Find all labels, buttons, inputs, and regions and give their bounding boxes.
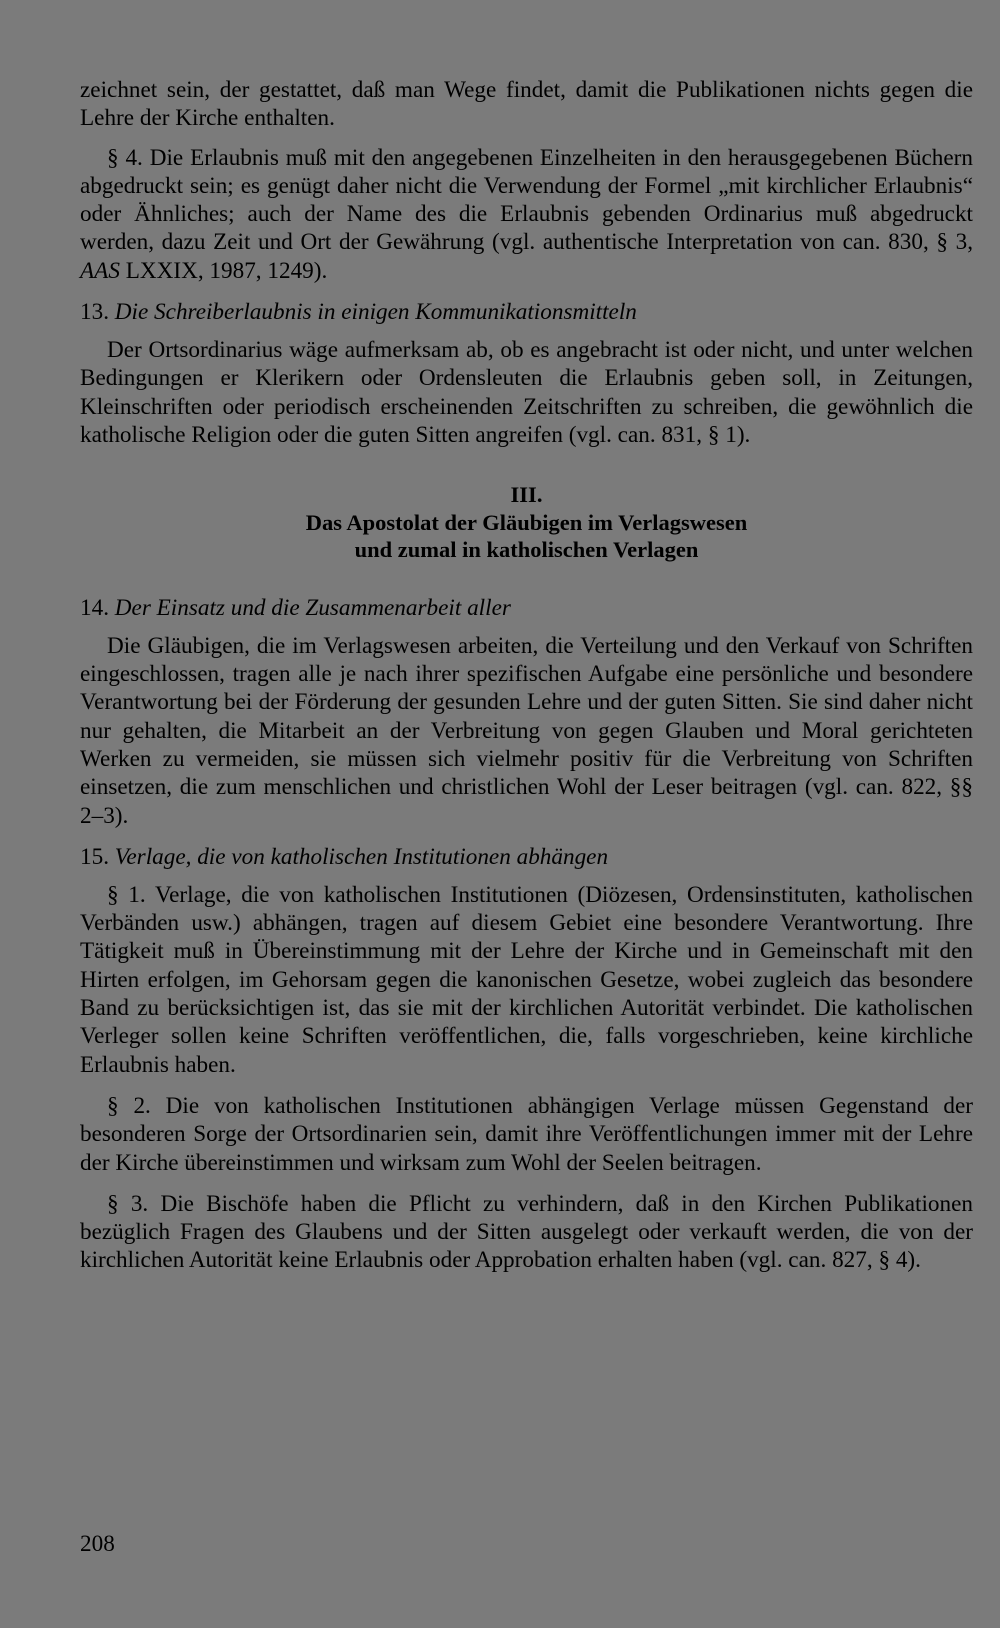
aas-reference: AAS [80,257,120,284]
intro-paragraph: zeichnet sein, der gestattet, daß man Wege findet, damit die Publikationen nichts gegen die Lehre der Kirche enthalten. [80,77,973,132]
part3-heading [80,481,973,564]
section12-paragraph-4-end: LXXIX, 1987, 1249). [119,257,328,284]
section13-number: 13. [80,299,115,326]
section14-paragraph: Die Gläubigen, die im Verlagswesen arbeiten, die Verteilung und den Verkauf von Schriften eingeschlossen, tragen alle je nach ihrer spezifischen Aufgabe eine persönliche und besondere Verantwortung bei der Förderung der gesunden Lehre und der guten Sitten. Sie sind daher nicht nur gehalten, die Mitarbeit an der Verbreitung von gegen Glauben und Moral gerichteten Werken zu vermeiden, sie müssen sich vielmehr positiv für die Verbreitung von Schriften einsetzen, die zum menschlichen und christlichen Wohl der Leser beitragen (vgl. can. 822, §§ 2–3). [80,632,973,829]
part3-title-line1: Das Apostolat der Gläubigen im Verlagswesen [305,509,748,535]
section12-paragraph-4-text: § 4. Die Erlaubnis muß mit den angegebenen Einzelheiten in den herausgegebenen Büchern abgedruckt sein; es genügt daher nicht die Verwendung der Formel „mit kirchlicher Erlaubnis“ oder Ähnliches; auch der Name des die Erlaubnis gebenden Ordinarius muß abgedruckt werden, dazu Zeit und Ort der Gewährung (vgl. authentische Interpretation von can. 830, § 3, [80,144,973,256]
section15-paragraph-3: § 3. Die Bischöfe haben die Pflicht zu verhindern, daß in den Kirchen Publikationen bezüglich Fragen des Glaubens und der Sitten ausgelegt oder verkauft werden, die von der kirchlichen Autorität keine Erlaubnis oder Approbation erhalten haben (vgl. can. 827, § 4). [80,1190,973,1274]
section13-paragraph: Der Ortsordinarius wäge aufmerksam ab, ob es angebracht ist oder nicht, und unter welchen Bedingungen er Klerikern oder Ordensleuten die Erlaubnis geben soll, in Zeitungen, Kleinschriften oder periodisch erscheinenden Zeitschriften zu schreiben, die gewöhnlich die katholische Religion oder die guten Sitten angreifen (vgl. can. 831, § 1). [80,337,973,448]
section15-heading [80,843,973,871]
section13-heading [80,298,973,326]
section13-title: Die Schreiberlaubnis in einigen Kommunikationsmitteln [114,299,637,326]
section15-paragraph-1: § 1. Verlage, die von katholischen Institutionen (Diözesen, Ordensinstituten, katholischen Verbänden usw.) abhängen, tragen auf diesem Gebiet eine besondere Verantwortung. Ihre Tätigkeit muß in Übereinstimmung mit der Lehre der Kirche und in Gemeinschaft mit den Hirten erfolgen, im Gehorsam gegen die kanonischen Gesetze, wobei zugleich das besondere Band zu berücksichtigen ist, das sie mit der kirchlichen Autorität verbindet. Die katholischen Verleger sollen keine Schriften veröffentlichen, die, falls vorgeschrieben, keine kirchliche Erlaubnis haben. [80,881,973,1078]
document-page [80,76,973,1275]
part3-numeral: III. [510,482,543,508]
page-number: 208 [80,1531,115,1557]
section14-heading [80,594,973,622]
part3-title-line2: und zumal in katholischen Verlagen [354,537,699,563]
section15-number: 15. [80,843,115,870]
section14-title: Der Einsatz und die Zusammenarbeit aller [114,594,511,621]
section12-paragraph-4 [80,144,973,285]
section15-title: Verlage, die von katholischen Institutionen abhängen [114,843,609,870]
section14-number: 14. [80,594,115,621]
section15-paragraph-2: § 2. Die von katholischen Institutionen abhängigen Verlage müssen Gegenstand der besonderen Sorge der Ortsordinarien sein, damit ihre Veröffentlichungen immer mit der Lehre der Kirche übereinstimmen und wirksam zum Wohl der Seelen beitragen. [80,1092,973,1176]
